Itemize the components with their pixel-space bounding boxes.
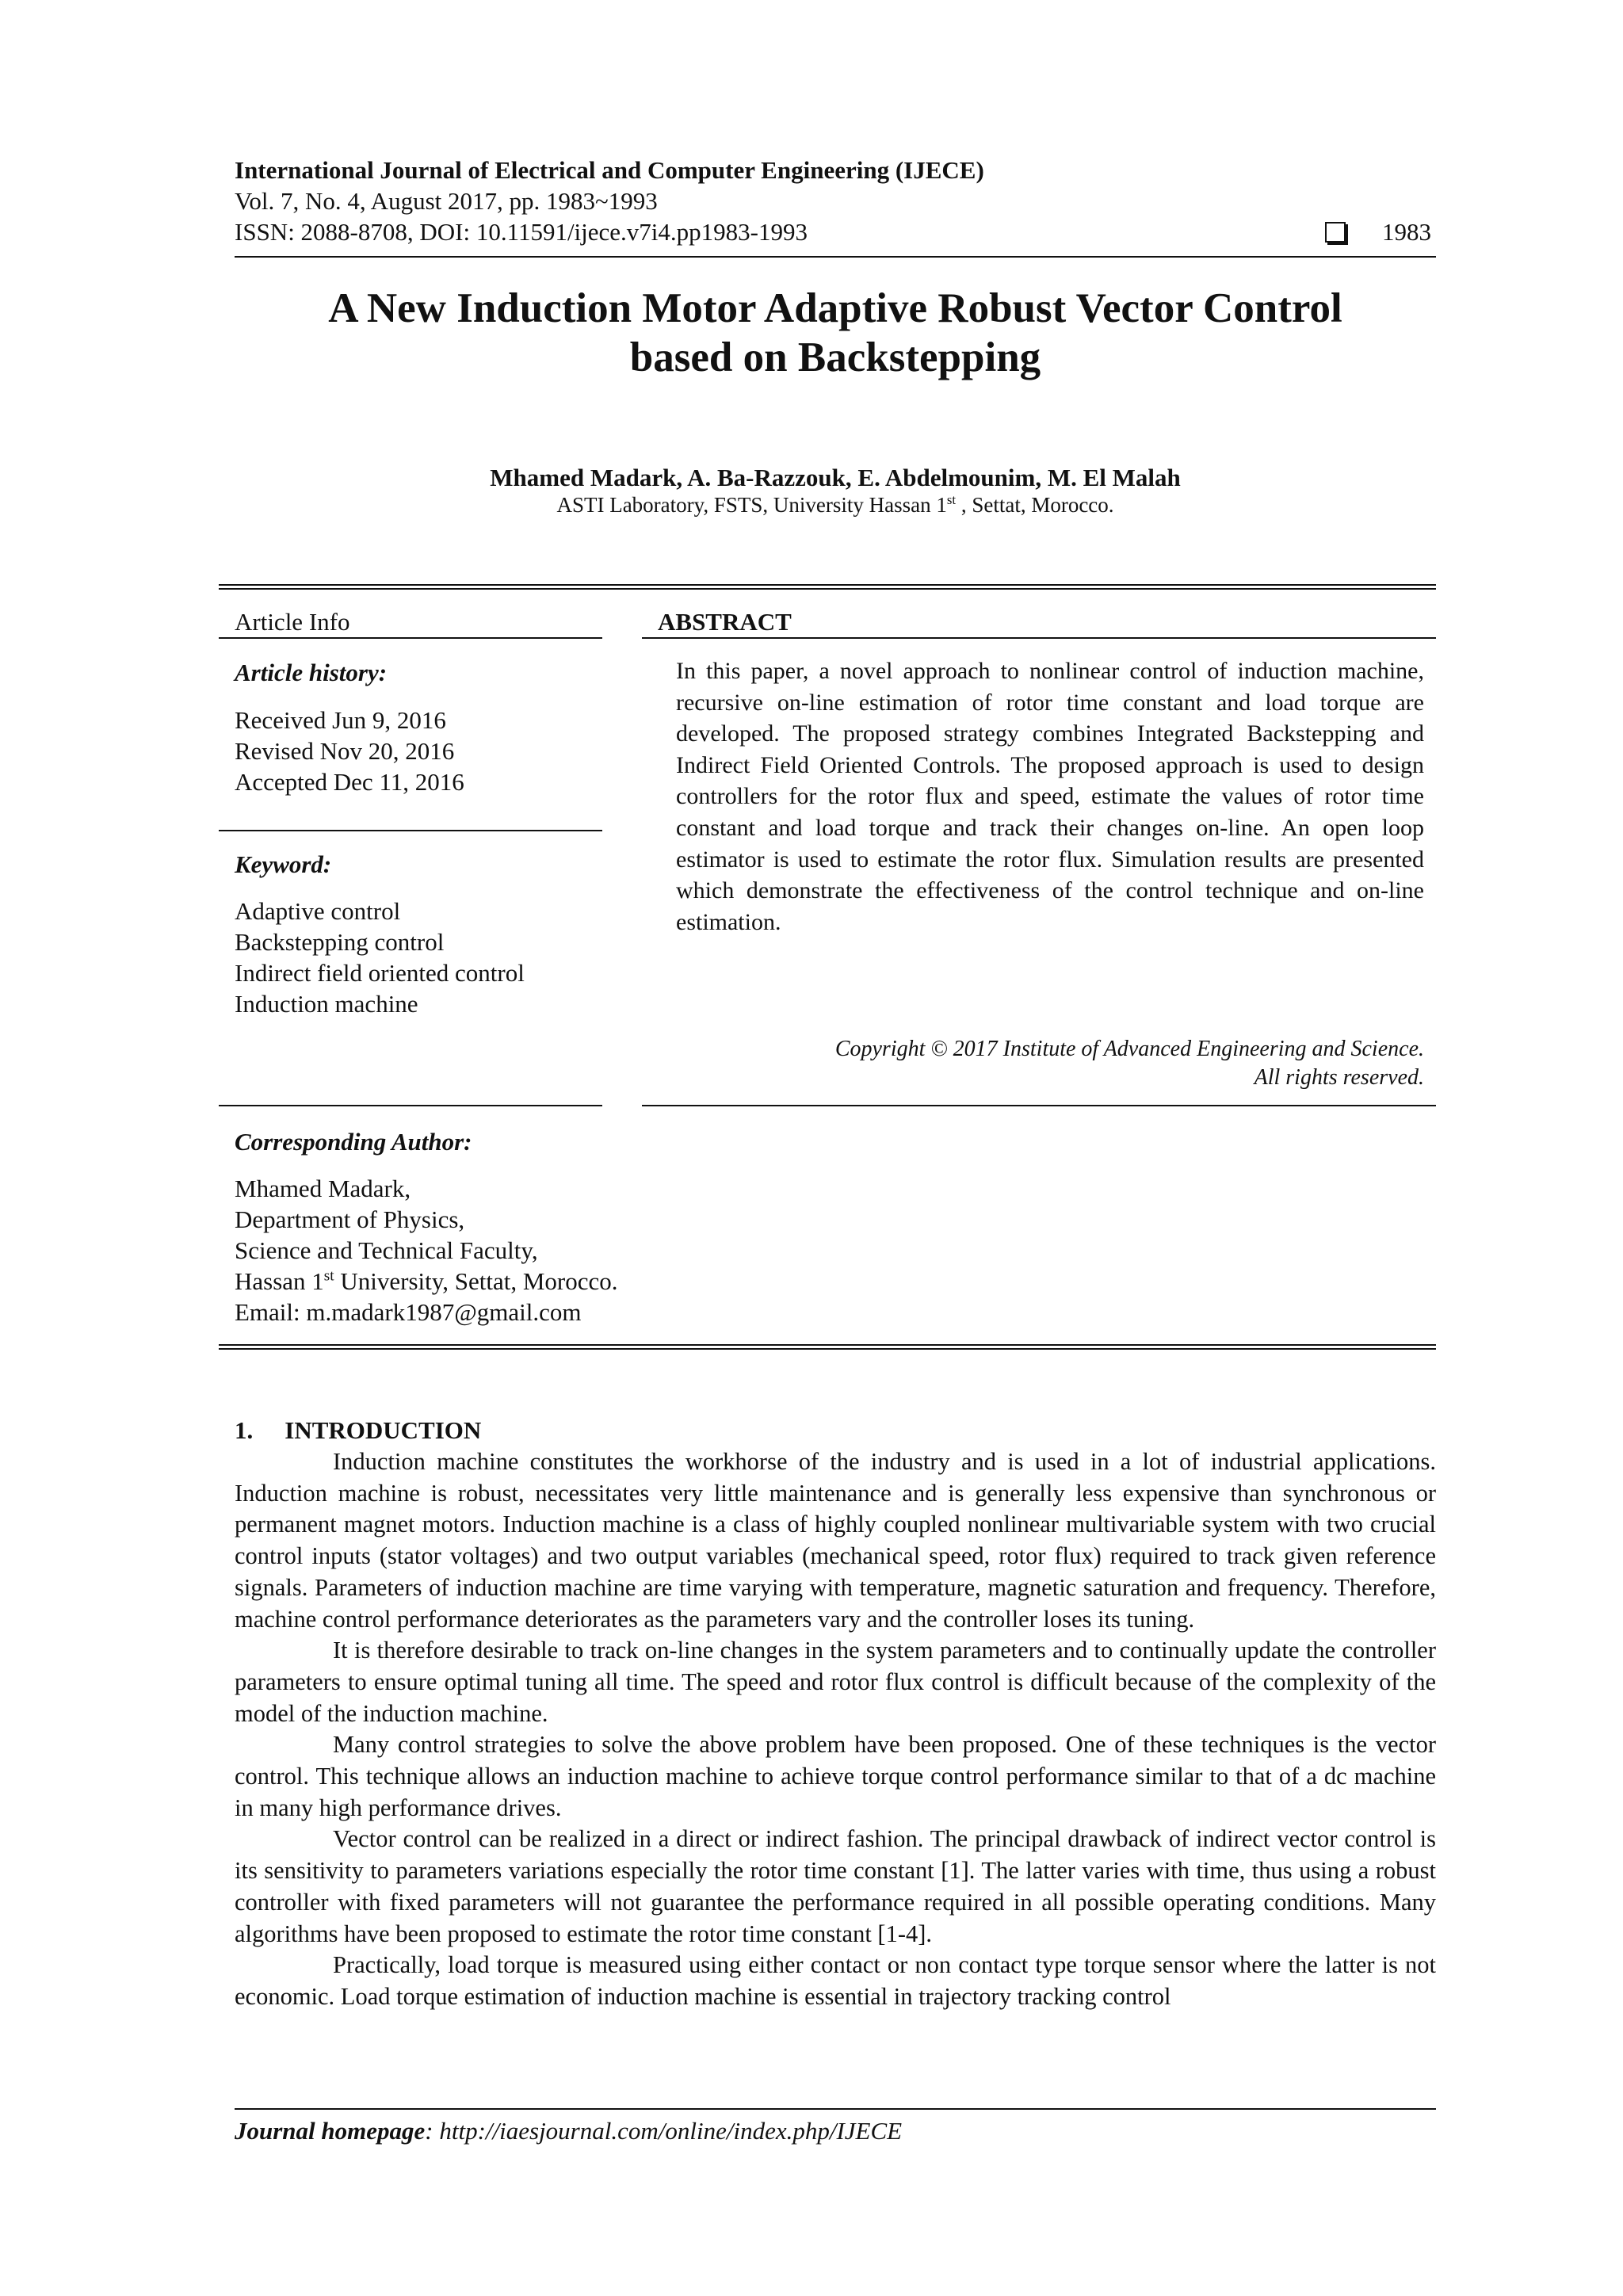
abstract-heading: ABSTRACT bbox=[658, 608, 792, 636]
title-line-2: based on Backstepping bbox=[629, 334, 1041, 380]
section-heading-introduction: 1. INTRODUCTION bbox=[235, 1416, 482, 1444]
author-dept: Department of Physics, bbox=[235, 1205, 465, 1233]
paragraph: Practically, load torque is measured using either contact or non contact type torque sensor where the latter is not economic. Load torque estimation of induction machine is essential in trajectory tracking control bbox=[235, 1951, 1436, 2010]
left-bottom-rule bbox=[219, 1105, 602, 1106]
author-faculty: Science and Technical Faculty, bbox=[235, 1236, 538, 1264]
author-name: Mhamed Madark, bbox=[235, 1175, 411, 1202]
affiliation: ASTI Laboratory, FSTS, University Hassan 1st , Settat, Morocco. bbox=[556, 492, 1114, 517]
right-bottom-rule bbox=[642, 1105, 1436, 1106]
keyword-item: Backstepping control bbox=[235, 928, 445, 956]
author-list: Mhamed Madark, A. Ba-Razzouk, E. Abdelmounim, M. El Malah bbox=[490, 464, 1181, 491]
journal-name: International Journal of Electrical and Computer Engineering (IJECE) bbox=[235, 156, 984, 184]
paragraph: Vector control can be realized in a direct or indirect fashion. The principal drawback of indirect vector control is its sensitivity to parameters variations especially the rotor time constant [1]. The latter varies with time, thus using a robust controller with fixed parameters will not guarantee the performance required in all possible operating conditions. Many algorithms have been proposed to estimate the rotor time constant [1-4]. bbox=[235, 1825, 1436, 1947]
keyword-item: Adaptive control bbox=[235, 897, 401, 925]
box-bottom-rule bbox=[219, 1344, 1436, 1346]
issn-doi: ISSN: 2088-8708, DOI: 10.11591/ijece.v7i4.pp1983-1993 bbox=[235, 218, 808, 246]
box-top-rule bbox=[219, 584, 1436, 586]
footer-rule bbox=[235, 2108, 1436, 2110]
page-number: 1983 bbox=[1382, 218, 1431, 246]
paragraph: Induction machine constitutes the workhorse of the industry and is used in a lot of industrial applications. Induction machine is robust, necessitates very little maintenance and is generally less expensive than synchronous or permanent magnet motors. Induction machine is a class of highly coupled nonlinear multivariable system with two crucial control inputs (stator voltages) and two output variables (mechanical speed, rotor flux) required to track given reference signals. Parameters of induction machine are time varying with temperature, magnetic saturation and frequency. Therefore, machine control performance deteriorates as the parameters vary and the controller loses its tuning. bbox=[235, 1448, 1436, 1633]
article-info-rule bbox=[219, 637, 602, 639]
article-history-label: Article history: bbox=[235, 659, 388, 686]
keyword-list bbox=[235, 896, 525, 1019]
paper-title bbox=[235, 284, 1436, 382]
journal-homepage bbox=[235, 2116, 902, 2146]
paragraph: Many control strategies to solve the above problem have been proposed. One of these techniques is the vector control. This technique allows an induction machine to achieve torque control performance similar to that of a dc machine in many high performance drives. bbox=[235, 1731, 1436, 1821]
author-email: Email: m.madark1987@gmail.com bbox=[235, 1298, 582, 1326]
abstract-rule bbox=[642, 637, 1436, 639]
accepted-date: Accepted Dec 11, 2016 bbox=[235, 768, 464, 796]
article-info-heading: Article Info bbox=[235, 608, 350, 636]
box-bottom-rule-2 bbox=[219, 1348, 1436, 1350]
keyword-rule bbox=[219, 830, 602, 831]
received-date: Received Jun 9, 2016 bbox=[235, 706, 446, 734]
abstract-text: In this paper, a novel approach to nonlinear control of induction machine, recursive on-line estimation of rotor time constant and load torque are developed. The proposed strategy combines Integrated Backstepping and Indirect Field Oriented Controls. The proposed approach is used to design controllers for the rotor flux and speed, estimate the values of rotor time constant and load torque and track their changes on-line. An open loop estimator is used to estimate the rotor flux. Simulation results are presented which demonstrate the effectiveness of the control technique and on-line estimation. bbox=[676, 658, 1424, 935]
header-rule bbox=[235, 256, 1436, 258]
keyword-item: Indirect field oriented control bbox=[235, 959, 525, 987]
copyright-notice: Copyright © 2017 Institute of Advanced Engineering and Science. All rights reserved. bbox=[834, 1037, 1424, 1090]
volume-info: Vol. 7, No. 4, August 2017, pp. 1983~1993 bbox=[235, 187, 658, 215]
keyword-item: Induction machine bbox=[235, 990, 418, 1018]
introduction-body bbox=[235, 1446, 1436, 2013]
paragraph: It is therefore desirable to track on-line changes in the system parameters and to continually update the controller parameters to ensure optimal tuning all time. The speed and rotor flux control is difficult because of the complexity of the model of the induction machine. bbox=[235, 1637, 1436, 1727]
keyword-label: Keyword: bbox=[235, 850, 332, 878]
homepage-label: Journal homepage bbox=[235, 2117, 426, 2145]
article-history bbox=[235, 705, 464, 797]
box-top-rule-2 bbox=[219, 588, 1436, 590]
title-line-1: A New Induction Motor Adaptive Robust Vector Control bbox=[328, 285, 1342, 331]
homepage-url[interactable]: : http://iaesjournal.com/online/index.php/IJECE bbox=[425, 2117, 903, 2145]
author-university: Hassan 1st University, Settat, Morocco. bbox=[235, 1267, 618, 1295]
square-bullet-icon bbox=[1325, 222, 1346, 243]
corresponding-author bbox=[235, 1173, 617, 1328]
revised-date: Revised Nov 20, 2016 bbox=[235, 737, 455, 765]
corresponding-author-label: Corresponding Author: bbox=[235, 1128, 472, 1156]
